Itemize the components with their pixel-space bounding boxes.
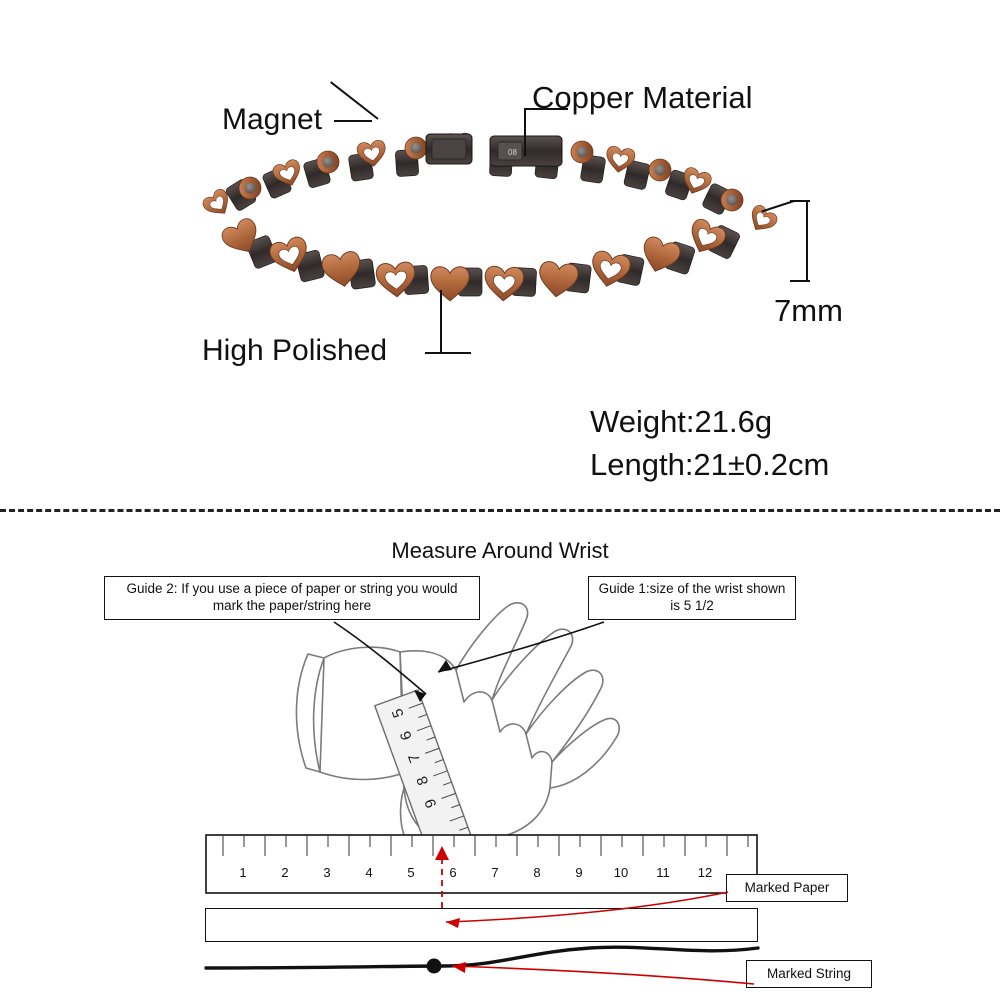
annotation-width: 7mm: [774, 293, 843, 328]
guide-1-arrow: [418, 616, 608, 686]
svg-text:5: 5: [407, 865, 415, 880]
svg-text:7: 7: [491, 865, 499, 880]
svg-text:3: 3: [323, 865, 331, 880]
svg-text:9: 9: [421, 796, 441, 811]
guide-2-callout: [104, 576, 480, 620]
svg-text:8: 8: [413, 773, 433, 788]
svg-text:5: 5: [388, 706, 408, 720]
polished-leader-line-horizontal: [425, 352, 471, 354]
guide-2-text: Guide 2: If you use a piece of paper or string you would mark the paper/string here: [126, 581, 458, 613]
marked-paper-label: Marked Paper: [744, 879, 830, 895]
svg-text:10: 10: [613, 865, 629, 880]
width-dimension-tick-bottom: [790, 280, 810, 282]
marked-string-callout: [746, 960, 872, 988]
measure-title: Measure Around Wrist: [391, 538, 609, 563]
bracelet-graphic: [190, 130, 830, 310]
svg-text:8: 8: [533, 865, 541, 880]
marked-string-arrow: [438, 954, 758, 992]
polished-leader-line-vertical: [440, 290, 442, 354]
svg-text:6: 6: [396, 728, 416, 743]
svg-text:9: 9: [575, 865, 583, 880]
svg-text:11: 11: [656, 865, 670, 880]
svg-text:2: 2: [281, 865, 289, 880]
wrist-measure-panel: [0, 512, 1000, 1000]
marked-paper-callout: [726, 874, 848, 902]
annotation-copper-material: Copper Material: [532, 80, 753, 115]
magnet-leader-line-angled: [330, 81, 379, 120]
svg-text:7: 7: [405, 751, 425, 765]
marked-string-label: Marked String: [766, 965, 852, 981]
svg-text:12: 12: [697, 865, 713, 880]
measuring-ruler: [205, 834, 758, 894]
svg-text:6: 6: [449, 865, 457, 880]
width-dimension-bracket: [806, 200, 808, 282]
annotation-magnet: Magnet: [222, 103, 323, 136]
svg-text:08: 08: [508, 148, 517, 157]
svg-text:1: 1: [239, 865, 247, 880]
svg-text:4: 4: [365, 865, 373, 880]
guide-1-text: Guide 1:size of the wrist shown is 5 1/2: [598, 581, 786, 613]
magnet-leader-line: [334, 120, 372, 122]
annotation-high-polished: High Polished: [202, 334, 388, 367]
marked-paper-arrow: [432, 888, 732, 932]
spec-length: Length:21±0.2cm: [590, 447, 830, 482]
copper-leader-line-vertical: [524, 110, 526, 156]
spec-weight: Weight:21.6g: [590, 404, 773, 439]
guide-1-callout: [588, 576, 796, 620]
bracelet-image: [190, 130, 830, 310]
